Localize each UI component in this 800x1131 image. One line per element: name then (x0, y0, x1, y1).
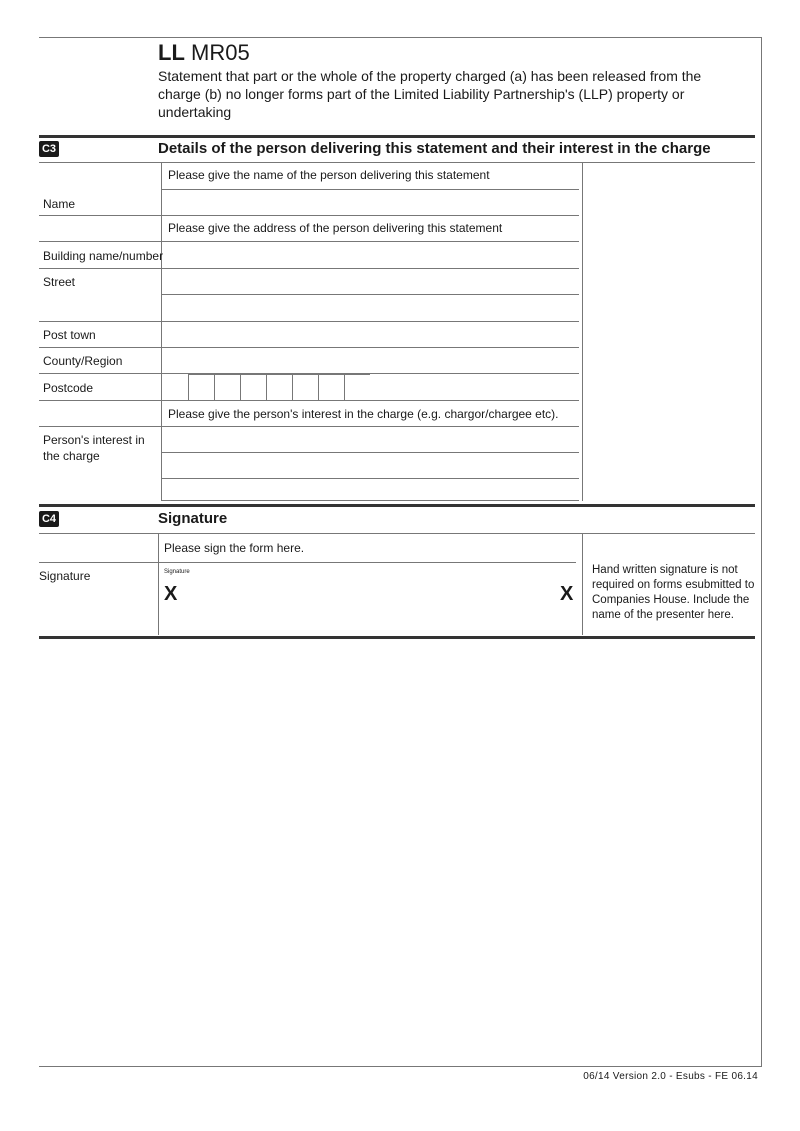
signature-label: Signature (39, 569, 91, 583)
postcode-label: Postcode (43, 381, 94, 395)
form-code (158, 40, 250, 66)
bottom-border (39, 1066, 761, 1067)
section-c4-heading: Signature (158, 510, 228, 527)
signature-field[interactable] (160, 564, 580, 634)
post-town-label: Post town (43, 328, 96, 342)
rule (161, 189, 579, 190)
building-field[interactable] (39, 268, 579, 269)
form-title: Statement that part or the whole of the property charged (a) has been released from the charge (b) no longer forms part of the Limited Liability Partnership's (LLP) property or undertaking (158, 68, 702, 120)
signature-start-x: X (164, 583, 178, 605)
postcode-box[interactable] (344, 374, 370, 400)
postcode-top-rule (344, 374, 369, 375)
rule (39, 241, 579, 242)
postcode-box[interactable] (188, 374, 214, 400)
section-c4-badge: C4 (39, 511, 59, 527)
footer-version: 06/14 Version 2.0 - Esubs - FE 06.14 (583, 1071, 758, 1082)
name-field[interactable] (39, 215, 579, 216)
postcode-box[interactable] (214, 374, 240, 400)
interest-field-3[interactable] (161, 500, 579, 501)
street-field-2[interactable] (39, 321, 579, 322)
c3-left-column-divider (161, 162, 162, 501)
section-c3-heading: Details of the person delivering this statement and their interest in the charge (158, 140, 711, 157)
c4-left-column-divider (158, 533, 159, 635)
building-label: Building name/number (43, 249, 164, 263)
postcode-box[interactable] (240, 374, 266, 400)
address-prompt: Please give the address of the person delivering this statement (168, 221, 503, 235)
street-field-1[interactable] (161, 294, 579, 295)
name-prompt: Please give the name of the person delivering this statement (168, 168, 490, 182)
c4-right-column-divider (582, 533, 583, 635)
signature-small-label: Signature (164, 569, 190, 575)
county-label: County/Region (43, 354, 123, 368)
postcode-box[interactable] (292, 374, 318, 400)
signature-note: Hand written signature is not required on forms esubmitted to Companies House. Include the name of the presenter here. (592, 564, 755, 621)
interest-field-2[interactable] (161, 478, 579, 479)
section-c3-divider (39, 135, 755, 138)
section-c4-divider (39, 504, 755, 507)
interest-prompt: Please give the person's interest in the charge (e.g. chargor/chargee etc). (168, 407, 559, 421)
rule (39, 426, 579, 427)
street-label: Street (43, 275, 76, 289)
form-code-prefix: LL (158, 40, 185, 65)
right-border (761, 37, 762, 1067)
postcode-box[interactable] (266, 374, 292, 400)
name-label: Name (43, 197, 76, 211)
form-code-number: MR05 (191, 40, 250, 65)
post-town-field[interactable] (39, 347, 579, 348)
sign-prompt: Please sign the form here. (164, 541, 305, 555)
section-c4-heading-rule (39, 533, 755, 534)
top-border (39, 37, 761, 38)
postcode-box[interactable] (318, 374, 344, 400)
rule (39, 562, 576, 563)
section-c3-badge: C3 (39, 141, 59, 157)
section-c3-heading-rule (39, 162, 755, 163)
c3-right-column-divider (582, 162, 583, 501)
rule (39, 400, 579, 401)
section-c4-bottom (39, 636, 755, 639)
interest-label: Person's interest in the charge (43, 433, 145, 463)
interest-field-1[interactable] (161, 452, 579, 453)
signature-end-x: X (560, 583, 574, 605)
